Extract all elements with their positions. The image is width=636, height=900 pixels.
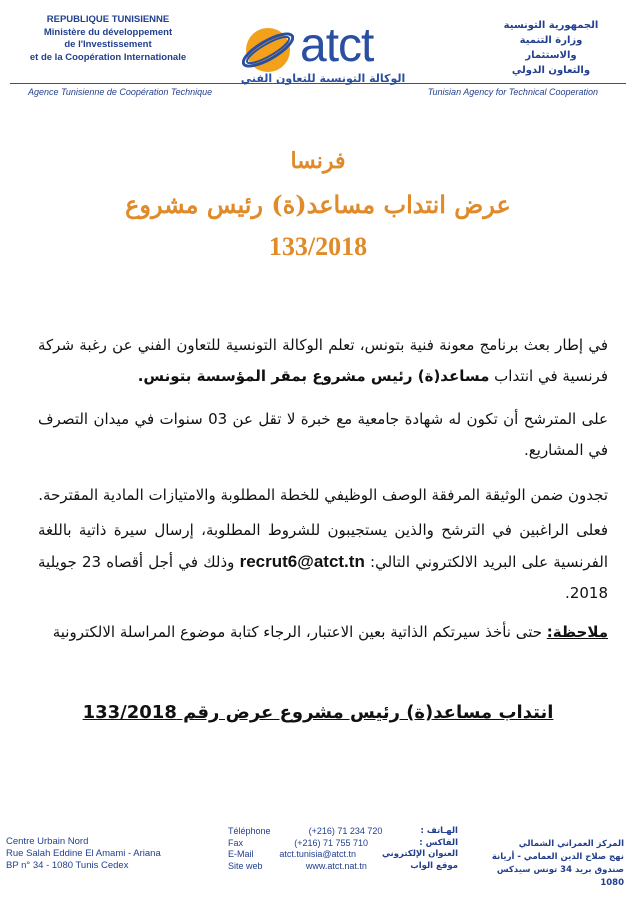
intro-paragraph [38,330,608,392]
contact-value[interactable]: www.atct.nat.tn [305,860,367,871]
address-line-ar: صندوق بريد 34 تونس سيدكس 1080 [496,865,624,888]
header-right-line: الجمهورية التونسية [503,20,599,31]
contact-value[interactable]: atct.tunisia@atct.tn [279,849,357,859]
atct-logo [238,19,408,86]
contact-label: E-Mail [228,849,254,859]
intro-text: في إطار بعث برنامج معونة فنية بتونس، تعلم الوكالة التونسية للتعاون الفني عن رغبة شركة فرنسية في انتداب [38,336,608,385]
contact-row-website [228,861,458,873]
globe-icon [242,24,294,76]
contact-row-email [228,849,458,861]
deadline-text: وذلك في أجل أقصاه 23 جويلية 2018. [38,553,608,602]
logo-arabic-name: الوكالة التونسية للتعاون الفني [240,72,406,85]
header-right-line: وزارة التنمية والاستثمار [519,35,583,61]
note-paragraph [38,617,608,648]
agency-name-english: Tunisian Agency for Technical Cooperation [427,87,598,97]
attachment-paragraph: تجدون ضمن الوثيقة المرفقة الوصف الوظيفي للخطة المطلوبة والامتيازات المادية المقترحة. [38,486,608,504]
ministry-name-french [18,14,198,64]
contact-label: Fax [228,837,244,848]
logo-wordmark: atct [300,19,374,72]
ministry-name-arabic [496,18,606,78]
contact-block [228,826,458,872]
address-line-ar: نهج صلاح الدين العمامي - أريانة [491,852,624,862]
contact-row-phone [228,826,458,838]
intro-bold-text: مساعد(ة) رئيس مشروع بمقر المؤسسة بتونس. [137,367,490,385]
contact-label: Site web [228,860,263,871]
application-text: فعلى الراغبين في الترشح والذين يستجيبون للشروط المطلوبة، إرسال سيرة ذاتية باللغة الفرنسية على البريد الالكتروني التالي: [38,521,608,571]
note-text: حتى نأخذ سيرتكم الذاتية بعين الاعتبار، الرجاء كتابة موضوع المراسلة الالكترونية [52,623,547,641]
contact-label: Téléphone [228,826,271,836]
application-paragraph [38,515,608,609]
contact-label-ar: الفاكس : [419,837,458,848]
contact-value: (+216) 71 755 710 [294,837,369,848]
agency-name-french: Agence Tunisienne de Coopération Technique [28,87,213,97]
contact-value: (+216) 71 234 720 [308,826,383,836]
address-line: BP n° 34 - 1080 Tunis Cedex [6,860,129,871]
header-left-line: Ministère du développement [43,26,173,38]
contact-label-ar: موقع الواب [410,860,458,871]
offer-number: 133/2018 [268,232,368,261]
address-line: Rue Salah Eddine El Amami - Ariana [6,848,161,859]
note-label: ملاحظة: [546,623,608,641]
contact-row-fax [228,838,458,850]
email-subject-line: انتداب مساعد(ة) رئيس مشروع عرض رقم 133/2018 [82,702,554,723]
offer-title: عرض انتداب مساعد(ة) رئيس مشروع [125,190,511,219]
address-line: Centre Urbain Nord [6,836,89,847]
header-right-line: والتعاون الدولي [511,65,591,76]
address-arabic [474,838,624,890]
header-left-line: de l'Investissement [64,39,152,50]
header-left-line: REPUBLIQUE TUNISIENNE [46,14,170,25]
country-title: فرنسا [290,148,346,174]
contact-label-ar: العنوان الإلكتروني [381,849,458,859]
header-left-line: et de la Coopération Internationale [29,51,187,63]
contact-label-ar: الهـاتف : [420,826,458,836]
requirements-paragraph: على المترشح أن تكون له شهادة جامعية مع خبرة لا تقل عن 03 سنوات في ميدان التصرف في المشاريع. [38,410,609,459]
address-line-ar: المركز العمراني الشمالي [518,839,624,849]
address-french [6,836,161,872]
header-divider [10,83,626,84]
contact-email[interactable]: recrut6@atct.tn [239,552,365,571]
